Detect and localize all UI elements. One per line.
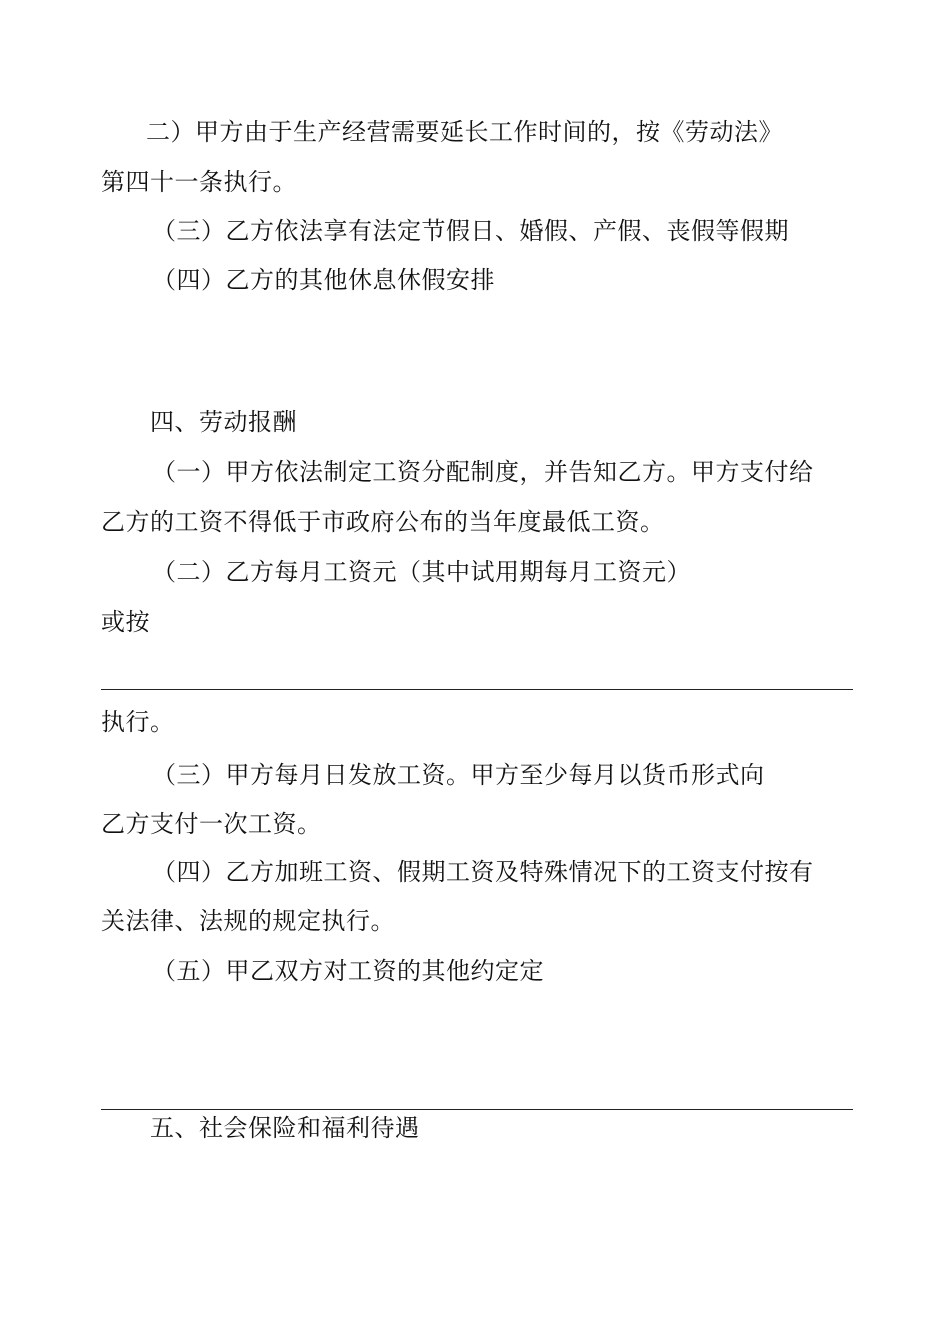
paragraph-line-execute: 执行。 — [101, 708, 175, 736]
section-heading-social-insurance: 五、社会保险和福利待遇 — [150, 1114, 420, 1142]
paragraph-line-other-agreement: （五）甲乙双方对工资的其他约定定 — [152, 957, 544, 985]
paragraph-line-overtime-pay: （四）乙方加班工资、假期工资及特殊情况下的工资支付按有 — [152, 858, 814, 886]
paragraph-line-article-41: 第四十一条执行。 — [101, 168, 297, 196]
paragraph-line-wage-system: （一）甲方依法制定工资分配制度，并告知乙方。甲方支付给 — [152, 458, 814, 486]
paragraph-line-pay-once: 乙方支付一次工资。 — [101, 810, 322, 838]
paragraph-line-regulations: 关法律、法规的规定执行。 — [101, 907, 395, 935]
fill-in-blank-line — [101, 689, 853, 690]
paragraph-line-holidays: （三）乙方依法享有法定节假日、婚假、产假、丧假等假期 — [152, 217, 789, 245]
fill-in-blank-line — [101, 1109, 853, 1110]
paragraph-line-payday: （三）甲方每月日发放工资。甲方至少每月以货币形式向 — [152, 761, 765, 789]
paragraph-line-other-leave: （四）乙方的其他休息休假安排 — [152, 266, 495, 294]
paragraph-line-minimum-wage: 乙方的工资不得低于市政府公布的当年度最低工资。 — [101, 508, 665, 536]
paragraph-line-overtime: 二）甲方由于生产经营需要延长工作时间的，按《劳动法》 — [146, 118, 783, 146]
section-heading-remuneration: 四、劳动报酬 — [150, 408, 297, 436]
paragraph-line-or-by: 或按 — [101, 608, 150, 636]
paragraph-line-monthly-wage: （二）乙方每月工资元（其中试用期每月工资元） — [152, 558, 691, 586]
